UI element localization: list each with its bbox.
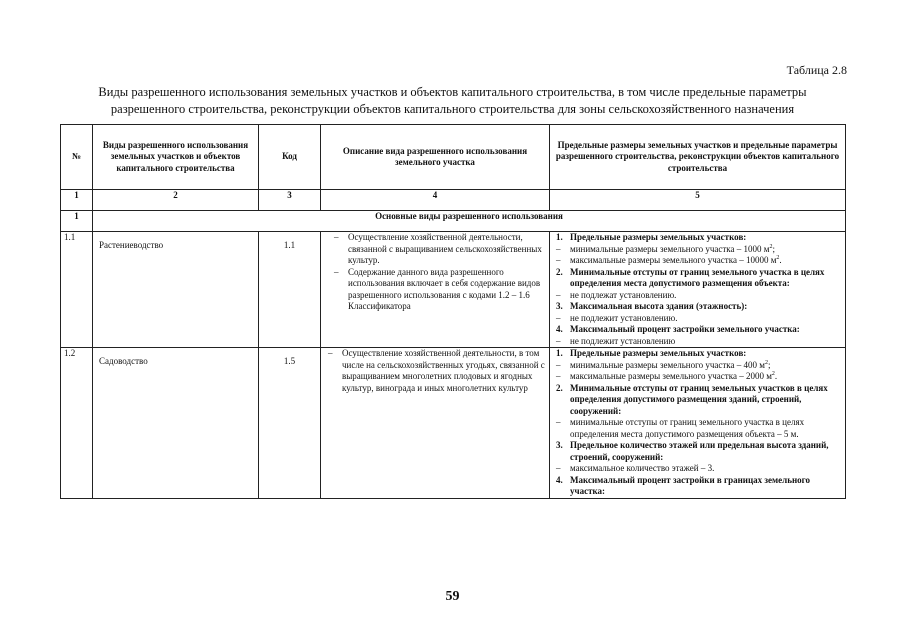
parameter-heading: 2. Минимальные отступы от границ земельных участков в целях определения допустимого размещения зданий, строений, сооружений: [556, 382, 828, 416]
description-item: – Содержание данного вида разрешенного использования включает в себя содержание видов разрешенного использования с кодами 1.2 – 1.6 Классификатора [330, 267, 546, 313]
parameter-value: – минимальные размеры земельного участка – 400 $м^2$; [554, 360, 842, 372]
column-number: 3 [259, 190, 321, 211]
parameter-heading: 2. Минимальные отступы от границ земельного участка в целях определения места допустимого размещения объекта: [556, 266, 825, 288]
description-item: – Осуществление хозяйственной деятельности, в том числе на сельскохозяйственных угодьях, связанной с выращиванием многолетних плодовых и ягодных культур, винограда и иных многолетних культур [324, 348, 546, 394]
parameter-heading: 4. Максимальный процент застройки в границах земельного участка: [556, 474, 811, 496]
column-number: 2 [93, 190, 259, 211]
row-parameters [550, 348, 846, 499]
header-use-type: Виды разрешенного использования земельных участков и объектов капитального строительства [93, 125, 259, 190]
table-row [61, 348, 846, 499]
table-caption [60, 84, 845, 118]
table-row [61, 232, 846, 348]
parameter-heading: 4. Максимальный процент застройки земельного участка: [556, 324, 800, 334]
caption-line: разрешенного строительства, реконструкции объектов капитального строительства для зоны сельскохозяйственного назначения [110, 102, 795, 116]
row-description [321, 348, 550, 499]
column-number: 5 [550, 190, 846, 211]
parameter-value: – не подлежат установлению. [554, 290, 842, 302]
parameter-value: – минимальные размеры земельного участка – 1000 $м^2$; [554, 244, 842, 256]
row-number: 1.1 [61, 232, 93, 348]
zoning-table [60, 124, 846, 499]
parameter-value: – не подлежит установлению [554, 336, 842, 348]
row-parameters [550, 232, 846, 348]
parameter-heading: 1. Предельные размеры земельных участков: [556, 348, 747, 358]
row-use-type: Растениеводство [93, 232, 259, 348]
row-code: 1.5 [259, 348, 321, 499]
section-row [61, 211, 846, 232]
section-title: Основные виды разрешенного использования [93, 211, 846, 232]
row-code: 1.1 [259, 232, 321, 348]
parameter-value: – не подлежит установлению. [554, 313, 842, 325]
table-number: Таблица 2.8 [786, 63, 847, 77]
row-number: 1.2 [61, 348, 93, 499]
section-number: 1 [61, 211, 93, 232]
header-code: Код [259, 125, 321, 190]
header-parameters: Предельные размеры земельных участков и предельные параметры разрешенного строительства, реконструкции объектов капитального строительства [550, 125, 846, 190]
row-description [321, 232, 550, 348]
parameter-value: – максимальное количество этажей – 3. [554, 463, 842, 475]
page-number: 59 [445, 589, 460, 604]
parameter-value: – максимальные размеры земельного участка – 10000 $м^2$. [554, 255, 842, 267]
parameter-heading: 3. Максимальная высота здания (этажность): [556, 301, 748, 311]
parameter-value: – максимальные размеры земельного участка – 2000 $м^2$. [554, 371, 842, 383]
header-description: Описание вида разрешенного использования земельного участка [321, 125, 550, 190]
parameter-value: – минимальные отступы от границ земельного участка в целях определения места допустимого размещения объекта – 5 м. [554, 417, 842, 440]
caption-line: Виды разрешенного использования земельных участков и объектов капитального строительства, в том числе предельные параметры [98, 85, 807, 99]
parameter-heading: 3. Предельное количество этажей или предельная высота зданий, строений, сооружений: [556, 440, 829, 462]
row-use-type: Садоводство [93, 348, 259, 499]
column-number-row [61, 190, 846, 211]
description-item: – Осуществление хозяйственной деятельности, связанной с выращиванием сельскохозяйственных культур. [330, 232, 546, 267]
column-number: 4 [321, 190, 550, 211]
column-number: 1 [61, 190, 93, 211]
header-number: № [61, 125, 93, 190]
header-row [61, 125, 846, 190]
parameter-heading: 1. Предельные размеры земельных участков: [556, 232, 747, 242]
